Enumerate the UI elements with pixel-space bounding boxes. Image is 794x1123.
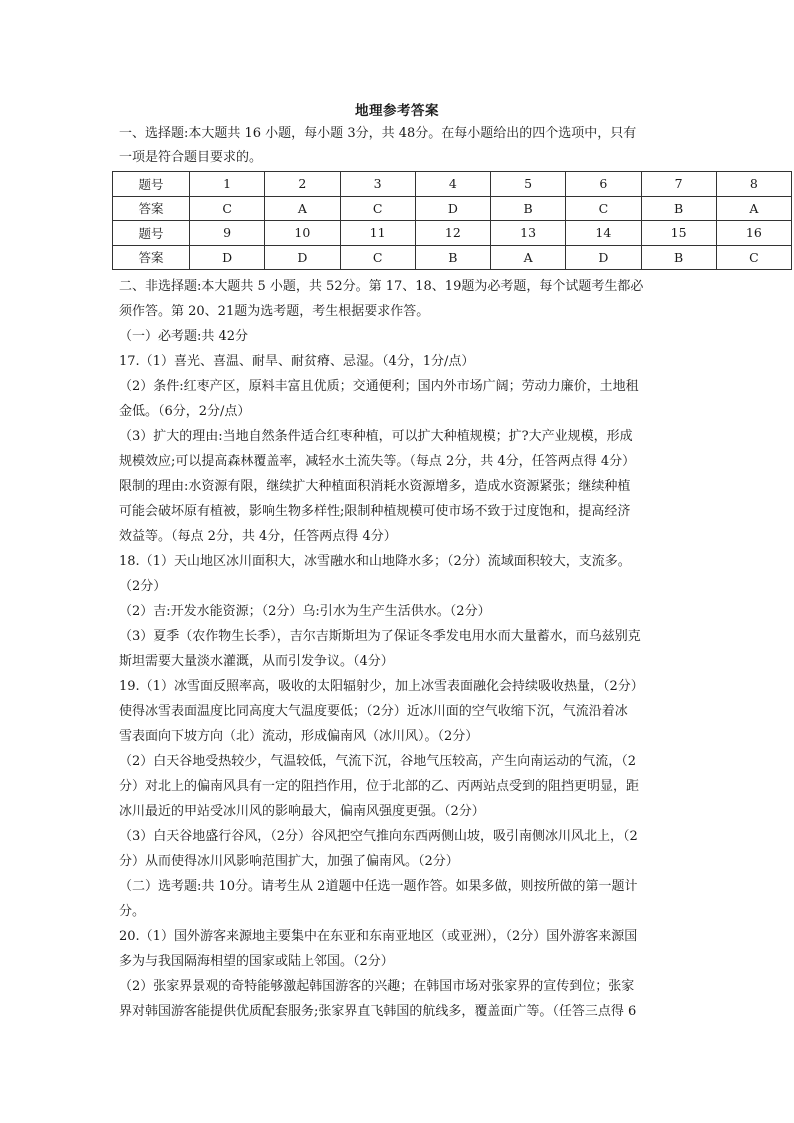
table-cell: 10: [265, 221, 340, 246]
table-cell: D: [415, 196, 490, 221]
table-cell: A: [265, 196, 340, 221]
q18-line: 18.（1）天山地区冰川面积大，冰雪融水和山地降水多；（2分）流域面积较大，支流多。: [119, 554, 631, 569]
table-cell: D: [265, 245, 340, 270]
q20-line: 20.（1）国外游客来源地主要集中在东亚和东南亚地区（或亚洲），（2分）国外游客来源国: [119, 929, 638, 944]
q20-line: 多为与我国隔海相望的国家或陆上邻国。（2分）: [119, 954, 394, 969]
q19-line: （3）白天谷地盛行谷风，（2分）谷风把空气推向东西两侧山坡，吸引南侧冰川风北上，（2: [119, 829, 638, 844]
section2-heading-line1: 二、非选择题:本大题共 5 小题，共 52分。第 17、18、19题为必考题，每个试题考生都必: [119, 279, 644, 294]
q18-line: （2）吉:开发水能资源；（2分）乌:引水为生产生活供水。（2分）: [119, 604, 491, 619]
q17-line: （3）扩大的理由:当地自然条件适合红枣种植，可以扩大种植规模；扩?大产业规模，形成: [119, 429, 633, 444]
table-row: [113, 245, 792, 270]
q18-line: （2分）: [119, 579, 167, 594]
q17-line: （2）条件:红枣产区，原料丰富且优质；交通便利；国内外市场广阔；劳动力廉价，土地租: [119, 379, 639, 394]
table-row: [113, 221, 792, 246]
table-cell: 13: [491, 221, 566, 246]
q17-line: 限制的理由:水资源有限，继续扩大种植面积消耗水资源增多，造成水资源紧张；继续种植: [119, 479, 631, 494]
q20-line: 界对韩国游客能提供优质配套服务;张家界直飞韩国的航线多，覆盖面广等。（任答三点得 6: [119, 1004, 637, 1019]
part2-heading: （二）选考题:共 10分。请考生从 2道题中任选一题作答。如果多做，则按所做的第一题计: [119, 879, 638, 894]
table-cell: 1: [190, 172, 265, 197]
section2-heading-line2: 须作答。第 20、21题为选考题，考生根据要求作答。: [119, 304, 430, 319]
table-cell: B: [415, 245, 490, 270]
table-cell: B: [491, 196, 566, 221]
table-cell: C: [716, 245, 791, 270]
q19-line: 19.（1）冰雪面反照率高，吸收的太阳辐射少，加上冰雪表面融化会持续吸收热量，（2分）: [119, 679, 644, 694]
table-cell: 2: [265, 172, 340, 197]
row-label: 答案: [113, 196, 190, 221]
table-cell: 3: [340, 172, 415, 197]
table-cell: 4: [415, 172, 490, 197]
table-cell: 8: [716, 172, 791, 197]
row-label: 题号: [113, 172, 190, 197]
section1-heading-line1: 一、选择题:本大题共 16 小题，每小题 3分，共 48分。在每小题给出的四个选项中，只有: [119, 126, 637, 141]
q17-line: 金低。（6分，2分/点）: [119, 404, 251, 419]
row-label: 答案: [113, 245, 190, 270]
q19-line: 分）从而使得冰川风影响范围扩大，加强了偏南风。（2分）: [119, 854, 459, 869]
table-cell: 7: [641, 172, 716, 197]
q18-line: 斯坦需要大量淡水灌溉，从而引发争议。（4分）: [119, 654, 394, 669]
answer-table: [112, 171, 792, 270]
table-cell: C: [340, 245, 415, 270]
row-label: 题号: [113, 221, 190, 246]
table-cell: B: [641, 245, 716, 270]
q19-line: 使得冰雪表面温度比同高度大气温度要低；（2分）近冰川面的空气收缩下沉，气流沿着冰: [119, 704, 628, 719]
table-cell: C: [340, 196, 415, 221]
table-row: [113, 196, 792, 221]
q18-line: （3）夏季（农作物生长季），吉尔吉斯斯坦为了保证冬季发电用水而大量蓄水，而乌兹别克: [119, 629, 641, 644]
page-title: 地理参考答案: [355, 103, 439, 119]
table-cell: B: [641, 196, 716, 221]
table-cell: D: [566, 245, 641, 270]
table-cell: A: [491, 245, 566, 270]
section1-heading-line2: 一项是符合题目要求的。: [119, 150, 263, 165]
table-cell: 16: [716, 221, 791, 246]
q20-line: （2）张家界景观的奇特能够激起韩国游客的兴趣；在韩国市场对张家界的宣传到位；张家: [119, 979, 635, 994]
table-cell: A: [716, 196, 791, 221]
table-cell: 5: [491, 172, 566, 197]
table-row: [113, 172, 792, 197]
table-cell: C: [566, 196, 641, 221]
table-cell: D: [190, 245, 265, 270]
table-cell: 6: [566, 172, 641, 197]
q19-line: （2）白天谷地受热较少，气温较低，气流下沉，谷地气压较高，产生向南运动的气流，（2: [119, 754, 637, 769]
table-cell: 12: [415, 221, 490, 246]
q17-line: 17.（1）喜光、喜温、耐旱、耐贫瘠、忌湿。（4分，1分/点）: [119, 354, 475, 369]
q17-line: 效益等。（每点 2分，共 4分，任答两点得 4分）: [119, 529, 397, 544]
q17-line: 可能会破坏原有植被，影响生物多样性;限制种植规模可使市场不致于过度饱和，提高经济: [119, 504, 631, 519]
q19-line: 雪表面向下坡方向（北）流动，形成偏南风（冰川风）。（2分）: [119, 729, 479, 744]
q19-line: 分）对北上的偏南风具有一定的阻挡作用，位于北部的乙、丙两站点受到的阻挡更明显，距: [119, 779, 640, 794]
table-cell: 9: [190, 221, 265, 246]
q17-line: 规模效应;可以提高森林覆盖率，减轻水土流失等。（每点 2分，共 4分，任答两点得 4分）: [119, 454, 636, 469]
q19-line: 冰川最近的甲站受冰川风的影响最大，偏南风强度更强。（2分）: [119, 804, 485, 819]
table-cell: 15: [641, 221, 716, 246]
part2-heading: 分。: [119, 904, 146, 919]
table-cell: 14: [566, 221, 641, 246]
table-cell: 11: [340, 221, 415, 246]
table-cell: C: [190, 196, 265, 221]
part1-heading: （一）必考题:共 42分: [119, 329, 249, 344]
